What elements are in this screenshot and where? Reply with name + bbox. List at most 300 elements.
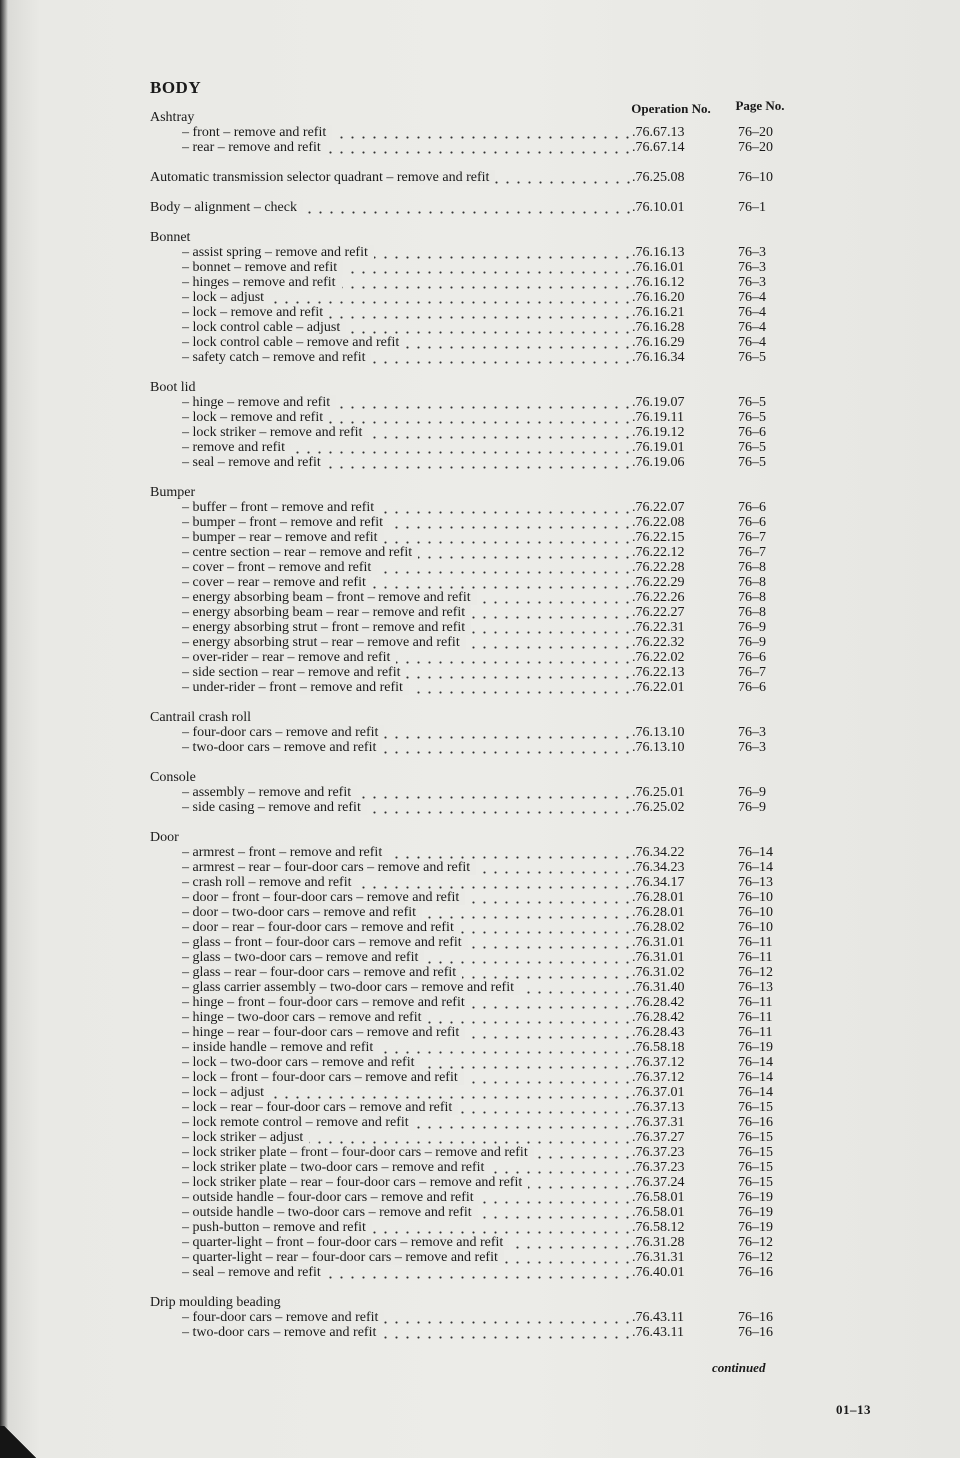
- index-entry: [150, 980, 810, 995]
- entry-description-text: – push-button – remove and refit: [182, 1220, 372, 1235]
- entry-description-text: – cover – front – remove and refit: [182, 560, 377, 575]
- entry-operation-number: . 76.37.01: [632, 1085, 700, 1100]
- index-entry: [150, 425, 810, 440]
- entry-operation-number: . 76.58.01: [632, 1190, 700, 1205]
- index-list: [150, 110, 810, 1355]
- entry-description-text: – lock – adjust: [182, 290, 270, 305]
- index-entry: [150, 455, 810, 470]
- entry-page-number: 76–3: [738, 740, 766, 755]
- entry-description: [182, 560, 632, 575]
- entry-operation-number: . 76.22.01: [632, 680, 700, 695]
- entry-page-number: 76–9: [738, 800, 766, 815]
- entry-description: [182, 245, 632, 260]
- index-section: [150, 230, 810, 365]
- entry-description: [182, 905, 632, 920]
- entry-description: [182, 140, 632, 155]
- entry-operation-number: . 76.28.43: [632, 1025, 700, 1040]
- entry-description-text: – glass – two-door cars – remove and refit: [182, 950, 424, 965]
- entry-operation-number: . 76.16.21: [632, 305, 700, 320]
- entry-page-number: 76–5: [738, 440, 766, 455]
- entry-description-text: – bumper – rear – remove and refit: [182, 530, 384, 545]
- entry-description: [182, 890, 632, 905]
- entry-description-text: – side section – rear – remove and refit: [182, 665, 406, 680]
- index-entry: [150, 890, 810, 905]
- entry-description-text: – buffer – front – remove and refit: [182, 500, 380, 515]
- page-title: BODY: [150, 78, 202, 97]
- entry-operation-number: . 76.34.17: [632, 875, 700, 890]
- entry-description-text: – lock striker plate – two-door cars – remove and refit: [182, 1160, 490, 1175]
- entry-description-text: – centre section – rear – remove and refit: [182, 545, 418, 560]
- entry-operation-number: . 76.28.42: [632, 1010, 700, 1025]
- entry-description-text: – inside handle – remove and refit: [182, 1040, 379, 1055]
- entry-operation-number: . 76.31.40: [632, 980, 700, 995]
- entry-operation-number: . 76.22.08: [632, 515, 700, 530]
- entry-page-number: 76–1: [738, 200, 766, 215]
- index-entry: [150, 410, 810, 425]
- entry-operation-number: . 76.31.02: [632, 965, 700, 980]
- entry-operation-number: . 76.16.01: [632, 260, 700, 275]
- entry-operation-number: . 76.16.12: [632, 275, 700, 290]
- entry-page-number: 76–10: [738, 170, 773, 185]
- section-heading: Door: [150, 830, 179, 845]
- index-entry: [150, 515, 810, 530]
- index-entry: [150, 290, 810, 305]
- entry-page-number: 76–19: [738, 1190, 773, 1205]
- index-entry: [150, 1190, 810, 1205]
- entry-description: [182, 740, 632, 755]
- index-entry: [150, 1025, 810, 1040]
- entry-page-number: 76–11: [738, 1010, 773, 1025]
- index-entry: [150, 245, 810, 260]
- entry-description: [182, 680, 632, 695]
- index-section: [150, 485, 810, 695]
- index-entry: [150, 350, 810, 365]
- entry-description-text: – remove and refit: [182, 440, 291, 455]
- page-edge-shadow: [0, 0, 8, 1458]
- index-section: [150, 770, 810, 815]
- entry-operation-number: . 76.31.01: [632, 935, 700, 950]
- entry-operation-number: . 76.25.02: [632, 800, 700, 815]
- entry-description-text: – lock – two-door cars – remove and refit: [182, 1055, 420, 1070]
- entry-operation-number: . 76.22.27: [632, 605, 700, 620]
- index-entry: [150, 995, 810, 1010]
- entry-operation-number: . 76.37.31: [632, 1115, 700, 1130]
- entry-page-number: 76–16: [738, 1310, 773, 1325]
- entry-description-text: – two-door cars – remove and refit: [182, 1325, 382, 1340]
- entry-description: [182, 620, 632, 635]
- entry-description-text: – lock – remove and refit: [182, 305, 329, 320]
- index-entry: [150, 1310, 810, 1325]
- entry-description-text: – glass – front – four-door cars – remove and refit: [182, 935, 468, 950]
- index-entry: [150, 1325, 810, 1340]
- entry-description: [182, 260, 632, 275]
- entry-description: [182, 125, 632, 140]
- entry-description: [182, 725, 632, 740]
- index-section: [150, 170, 810, 185]
- index-section: [150, 110, 810, 155]
- entry-operation-number: . 76.31.01: [632, 950, 700, 965]
- entry-description: [182, 515, 632, 530]
- entry-description: [182, 1100, 632, 1115]
- entry-page-number: 76–5: [738, 395, 766, 410]
- entry-description-text: – energy absorbing strut – rear – remove and refit: [182, 635, 466, 650]
- entry-operation-number: . 76.37.12: [632, 1055, 700, 1070]
- entry-description-text: – over-rider – rear – remove and refit: [182, 650, 396, 665]
- index-entry: [150, 785, 810, 800]
- entry-operation-number: . 76.25.08: [632, 170, 700, 185]
- entry-operation-number: . 76.67.13: [632, 125, 700, 140]
- entry-page-number: 76–15: [738, 1130, 773, 1145]
- entry-operation-number: . 76.19.11: [632, 410, 700, 425]
- entry-description: [182, 935, 632, 950]
- entry-operation-number: . 76.37.23: [632, 1145, 700, 1160]
- entry-description-text: – hinge – two-door cars – remove and refit: [182, 1010, 427, 1025]
- entry-page-number: 76–4: [738, 320, 766, 335]
- index-entry: [150, 950, 810, 965]
- entry-page-number: 76–5: [738, 350, 766, 365]
- entry-description: [182, 1130, 632, 1145]
- entry-operation-number: . 76.22.13: [632, 665, 700, 680]
- entry-page-number: 76–11: [738, 995, 773, 1010]
- entry-page-number: 76–10: [738, 890, 773, 905]
- entry-operation-number: . 76.13.10: [632, 725, 700, 740]
- section-heading: Drip moulding beading: [150, 1295, 281, 1310]
- entry-operation-number: . 76.67.14: [632, 140, 700, 155]
- entry-page-number: 76–19: [738, 1205, 773, 1220]
- entry-page-number: 76–13: [738, 875, 773, 890]
- index-entry: [150, 1250, 810, 1265]
- entry-operation-number: . 76.22.12: [632, 545, 700, 560]
- entry-page-number: 76–6: [738, 500, 766, 515]
- index-entry: [150, 1040, 810, 1055]
- index-entry: [150, 500, 810, 515]
- index-entry: [150, 320, 810, 335]
- index-entry: [150, 605, 810, 620]
- entry-operation-number: . 76.34.22: [632, 845, 700, 860]
- entry-description-text: – lock – remove and refit: [182, 410, 329, 425]
- entry-description: [150, 200, 632, 215]
- entry-page-number: 76–8: [738, 605, 766, 620]
- entry-page-number: 76–12: [738, 965, 773, 980]
- entry-page-number: 76–6: [738, 515, 766, 530]
- index-entry: [150, 905, 810, 920]
- entry-description-text: – front – remove and refit: [182, 125, 332, 140]
- entry-description: [182, 320, 632, 335]
- index-section: [150, 710, 810, 755]
- entry-page-number: 76–11: [738, 950, 773, 965]
- entry-operation-number: . 76.19.06: [632, 455, 700, 470]
- index-entry: [150, 335, 810, 350]
- page-number: 01–13: [836, 1402, 871, 1417]
- entry-description: [182, 410, 632, 425]
- entry-description: [182, 590, 632, 605]
- entry-description: [182, 1250, 632, 1265]
- entry-page-number: 76–9: [738, 620, 766, 635]
- entry-operation-number: . 76.22.02: [632, 650, 700, 665]
- entry-operation-number: . 76.19.07: [632, 395, 700, 410]
- index-entry: [150, 125, 810, 140]
- entry-description-text: – quarter-light – front – four-door cars – remove and refit: [182, 1235, 509, 1250]
- index-entry: [150, 680, 810, 695]
- entry-description-text: – armrest – rear – four-door cars – remove and refit: [182, 860, 476, 875]
- entry-operation-number: . 76.34.23: [632, 860, 700, 875]
- entry-operation-number: . 76.37.12: [632, 1070, 700, 1085]
- entry-operation-number: . 76.22.07: [632, 500, 700, 515]
- index-entry: [150, 1145, 810, 1160]
- entry-page-number: 76–3: [738, 725, 766, 740]
- entry-description-text: – door – two-door cars – remove and refit: [182, 905, 422, 920]
- entry-description-text: – hinge – remove and refit: [182, 395, 336, 410]
- index-entry: [150, 620, 810, 635]
- section-heading: Bumper: [150, 485, 196, 500]
- index-entry: [150, 860, 810, 875]
- entry-page-number: 76–15: [738, 1100, 773, 1115]
- entry-description: [182, 290, 632, 305]
- index-entry: [150, 650, 810, 665]
- entry-description-text: – assembly – remove and refit: [182, 785, 357, 800]
- entry-description: [182, 860, 632, 875]
- entry-description: [182, 875, 632, 890]
- entry-description-text: – seal – remove and refit: [182, 455, 327, 470]
- entry-description: [182, 455, 632, 470]
- entry-page-number: 76–14: [738, 845, 773, 860]
- entry-operation-number: . 76.16.13: [632, 245, 700, 260]
- index-entry: [150, 1115, 810, 1130]
- index-entry: [150, 920, 810, 935]
- entry-description: [182, 965, 632, 980]
- entry-operation-number: . 76.22.31: [632, 620, 700, 635]
- index-entry: [150, 1130, 810, 1145]
- index-entry: [150, 1265, 810, 1280]
- entry-description-text: – hinge – front – four-door cars – remove and refit: [182, 995, 471, 1010]
- entry-description: [182, 305, 632, 320]
- index-entry: [150, 1055, 810, 1070]
- entry-description-text: – cover – rear – remove and refit: [182, 575, 372, 590]
- entry-description: [182, 1235, 632, 1250]
- entry-page-number: 76–16: [738, 1265, 773, 1280]
- index-entry: [150, 1205, 810, 1220]
- entry-description: [182, 335, 632, 350]
- index-entry: [150, 530, 810, 545]
- section-heading: Bonnet: [150, 230, 191, 245]
- index-entry: [150, 275, 810, 290]
- index-entry: [150, 1235, 810, 1250]
- entry-page-number: 76–14: [738, 1055, 773, 1070]
- entry-operation-number: . 76.16.34: [632, 350, 700, 365]
- entry-description-text: Automatic transmission selector quadrant – remove and refit: [150, 170, 495, 185]
- section-heading: Console: [150, 770, 196, 785]
- entry-description: [182, 500, 632, 515]
- index-entry: [150, 305, 810, 320]
- entry-description-text: – rear – remove and refit: [182, 140, 327, 155]
- entry-description: [182, 440, 632, 455]
- index-entry: [150, 875, 810, 890]
- entry-description-text: – energy absorbing strut – front – remove and refit: [182, 620, 471, 635]
- entry-page-number: 76–15: [738, 1145, 773, 1160]
- entry-description: [182, 1040, 632, 1055]
- entry-description: [182, 425, 632, 440]
- entry-page-number: 76–16: [738, 1115, 773, 1130]
- entry-page-number: 76–9: [738, 635, 766, 650]
- entry-operation-number: . 76.37.23: [632, 1160, 700, 1175]
- entry-description: [182, 350, 632, 365]
- index-entry: [150, 725, 810, 740]
- entry-operation-number: . 76.19.01: [632, 440, 700, 455]
- entry-page-number: 76–15: [738, 1160, 773, 1175]
- entry-description-text: – under-rider – front – remove and refit: [182, 680, 409, 695]
- entry-description-text: – lock – adjust: [182, 1085, 270, 1100]
- entry-description: [182, 545, 632, 560]
- entry-description-text: – lock control cable – remove and refit: [182, 335, 405, 350]
- entry-page-number: 76–6: [738, 680, 766, 695]
- entry-description-text: – lock striker plate – rear – four-door cars – remove and refit: [182, 1175, 528, 1190]
- entry-page-number: 76–14: [738, 860, 773, 875]
- entry-description: [182, 950, 632, 965]
- continued-note: continued: [712, 1360, 766, 1375]
- entry-description-text: – lock – front – four-door cars – remove and refit: [182, 1070, 464, 1085]
- index-entry: [150, 1010, 810, 1025]
- entry-operation-number: . 76.43.11: [632, 1325, 700, 1340]
- operation-number-header: Operation No.: [631, 101, 711, 116]
- entry-page-number: 76–8: [738, 575, 766, 590]
- entry-operation-number: . 76.58.12: [632, 1220, 700, 1235]
- entry-operation-number: . 76.37.27: [632, 1130, 700, 1145]
- entry-operation-number: . 76.25.01: [632, 785, 700, 800]
- index-section: [150, 830, 810, 1280]
- entry-description-text: – bonnet – remove and refit: [182, 260, 343, 275]
- entry-description-text: – lock control cable – adjust: [182, 320, 346, 335]
- entry-operation-number: . 76.16.28: [632, 320, 700, 335]
- index-entry: [150, 1070, 810, 1085]
- entry-operation-number: . 76.22.29: [632, 575, 700, 590]
- index-entry: [150, 140, 810, 155]
- entry-page-number: 76–3: [738, 245, 766, 260]
- entry-description-text: – bumper – front – remove and refit: [182, 515, 389, 530]
- entry-operation-number: . 76.10.01: [632, 200, 700, 215]
- index-entry: [150, 590, 810, 605]
- page-number-header: Page No.: [735, 98, 785, 113]
- index-entry: [150, 260, 810, 275]
- entry-page-number: 76–8: [738, 590, 766, 605]
- entry-description: [182, 1265, 632, 1280]
- entry-description: [182, 275, 632, 290]
- entry-description-text: – four-door cars – remove and refit: [182, 725, 384, 740]
- entry-description: [150, 170, 632, 185]
- entry-description: [182, 1145, 632, 1160]
- entry-description-text: – lock remote control – remove and refit: [182, 1115, 415, 1130]
- entry-description-text: – glass carrier assembly – two-door cars – remove and refit: [182, 980, 520, 995]
- entry-description: [182, 1325, 632, 1340]
- entry-operation-number: . 76.31.28: [632, 1235, 700, 1250]
- entry-description: [182, 920, 632, 935]
- index-section: [150, 380, 810, 470]
- entry-description-text: – side casing – remove and refit: [182, 800, 367, 815]
- entry-description-text: – quarter-light – rear – four-door cars – remove and refit: [182, 1250, 504, 1265]
- entry-description: [182, 1175, 632, 1190]
- index-entry: [150, 1100, 810, 1115]
- entry-description-text: – outside handle – four-door cars – remove and refit: [182, 1190, 480, 1205]
- entry-page-number: 76–16: [738, 1325, 773, 1340]
- entry-page-number: 76–6: [738, 425, 766, 440]
- entry-operation-number: . 76.22.15: [632, 530, 700, 545]
- entry-page-number: 76–10: [738, 905, 773, 920]
- entry-operation-number: . 76.22.26: [632, 590, 700, 605]
- index-section: [150, 200, 810, 215]
- index-entry: [150, 200, 810, 215]
- entry-operation-number: . 76.22.32: [632, 635, 700, 650]
- entry-page-number: 76–7: [738, 545, 766, 560]
- entry-page-number: 76–3: [738, 275, 766, 290]
- entry-description: [182, 1190, 632, 1205]
- entry-operation-number: . 76.28.01: [632, 890, 700, 905]
- index-entry: [150, 560, 810, 575]
- index-section: [150, 1295, 810, 1340]
- entry-description: [182, 1025, 632, 1040]
- entry-description-text: Body – alignment – check: [150, 200, 303, 215]
- entry-page-number: 76–19: [738, 1040, 773, 1055]
- section-heading: Boot lid: [150, 380, 196, 395]
- entry-page-number: 76–14: [738, 1070, 773, 1085]
- entry-page-number: 76–3: [738, 260, 766, 275]
- entry-page-number: 76–6: [738, 650, 766, 665]
- entry-description: [182, 845, 632, 860]
- index-entry: [150, 635, 810, 650]
- entry-description-text: – lock – rear – four-door cars – remove and refit: [182, 1100, 458, 1115]
- entry-operation-number: . 76.22.28: [632, 560, 700, 575]
- entry-page-number: 76–11: [738, 1025, 773, 1040]
- entry-page-number: 76–10: [738, 920, 773, 935]
- index-entry: [150, 845, 810, 860]
- entry-operation-number: . 76.37.13: [632, 1100, 700, 1115]
- entry-description: [182, 1070, 632, 1085]
- entry-description-text: – seal – remove and refit: [182, 1265, 327, 1280]
- entry-description: [182, 1115, 632, 1130]
- entry-description-text: – energy absorbing beam – front – remove and refit: [182, 590, 477, 605]
- entry-operation-number: . 76.40.01: [632, 1265, 700, 1280]
- entry-description: [182, 1310, 632, 1325]
- entry-operation-number: . 76.16.29: [632, 335, 700, 350]
- entry-operation-number: . 76.37.24: [632, 1175, 700, 1190]
- entry-page-number: 76–19: [738, 1220, 773, 1235]
- entry-page-number: 76–4: [738, 335, 766, 350]
- index-entry: [150, 965, 810, 980]
- index-entry: [150, 440, 810, 455]
- entry-description: [182, 575, 632, 590]
- entry-operation-number: . 76.13.10: [632, 740, 700, 755]
- entry-description: [182, 1160, 632, 1175]
- background-corner: [0, 1426, 40, 1458]
- entry-page-number: 76–15: [738, 1175, 773, 1190]
- entry-page-number: 76–12: [738, 1250, 773, 1265]
- entry-operation-number: . 76.16.20: [632, 290, 700, 305]
- entry-description: [182, 785, 632, 800]
- entry-page-number: 76–7: [738, 530, 766, 545]
- entry-description-text: – lock striker plate – front – four-door cars – remove and refit: [182, 1145, 534, 1160]
- entry-description: [182, 635, 632, 650]
- entry-description: [182, 395, 632, 410]
- index-entry: [150, 1085, 810, 1100]
- index-entry: [150, 1220, 810, 1235]
- entry-page-number: 76–9: [738, 785, 766, 800]
- entry-page-number: 76–7: [738, 665, 766, 680]
- entry-description: [182, 1205, 632, 1220]
- entry-page-number: 76–20: [738, 140, 773, 155]
- index-entry: [150, 170, 810, 185]
- index-entry: [150, 665, 810, 680]
- entry-description-text: – glass – rear – four-door cars – remove and refit: [182, 965, 462, 980]
- entry-description: [182, 980, 632, 995]
- entry-operation-number: . 76.28.01: [632, 905, 700, 920]
